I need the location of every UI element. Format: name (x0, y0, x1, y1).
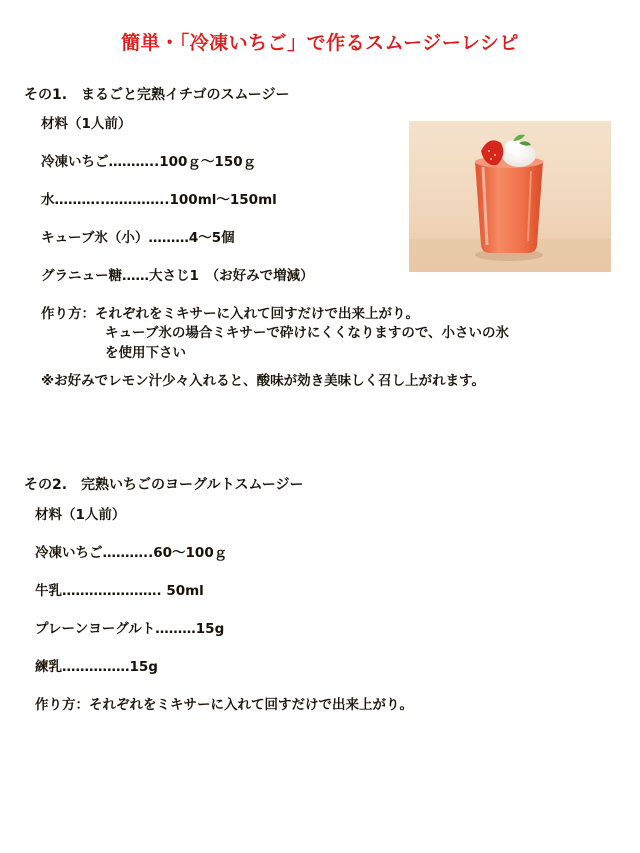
recipe2-method: 作り方：それぞれをミキサーに入れて回すだけで出来上がり。 (35, 697, 413, 713)
recipe1-method: 作り方：それぞれをミキサーに入れて回すだけで出来上がり。 (41, 306, 419, 322)
recipe2-ingredient: 練乳……………15g (35, 659, 158, 675)
recipe2-ingredient: 牛乳…………………. 50ml (35, 583, 204, 599)
recipe1-heading: その1. まるごと完熟イチゴのスムージー (24, 87, 290, 103)
recipe2-heading: その2. 完熟いちごのヨーグルトスムージー (24, 477, 304, 493)
recipe1-ingredient: 冷凍いちご………..100ｇ～150ｇ (41, 154, 257, 170)
recipe1-ingredient: 水………..…………..100ml～150ml (41, 192, 277, 208)
page-title: 簡単・「冷凍いちご」で作るスムージーレシピ (121, 32, 519, 54)
recipe1-note: ※お好みでレモン汁少々入れると、酸味が効き美味しく召し上がれます。 (41, 373, 486, 389)
recipe2-ingredient: 冷凍いちご………..60～100ｇ (35, 545, 228, 561)
recipe2-ingredient: プレーンヨーグルト………15g (35, 621, 225, 637)
recipe1-method-continued: を使用下さい (105, 345, 186, 361)
recipe1-ingredient: キューブ氷（小）………4～5個 (41, 230, 235, 246)
recipe1-method-continued: キューブ氷の場合ミキサーで砕けにくくなりますので、小さいの氷 (105, 325, 510, 341)
recipe1-materials-label: 材料（1人前） (41, 116, 132, 132)
recipe1-ingredient: グラニュー糖……大さじ1 （お好みで増減） (41, 268, 314, 284)
recipe2-materials-label: 材料（1人前） (35, 507, 126, 523)
strawberry-smoothie-photo (409, 121, 611, 272)
